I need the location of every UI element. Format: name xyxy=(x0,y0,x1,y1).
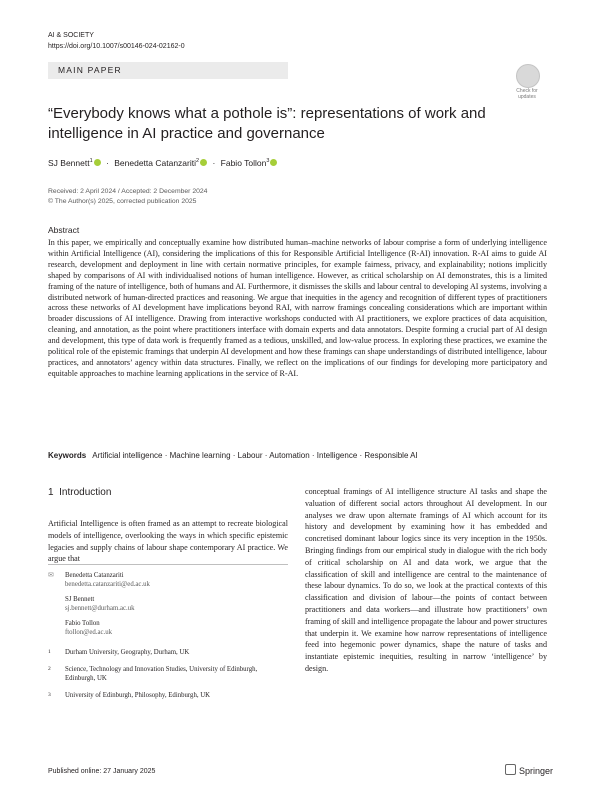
copyright-line: © The Author(s) 2025, corrected publication 2025 xyxy=(48,198,197,205)
orcid-icon[interactable] xyxy=(200,159,207,166)
affiliation-number: 3 xyxy=(48,692,51,698)
author-affiliation-sup: 1 xyxy=(89,158,93,164)
affiliation-text: Science, Technology and Innovation Studies, University of Edinburgh, Edinburgh, UK xyxy=(65,666,258,682)
author-name[interactable]: SJ Bennett xyxy=(48,158,90,168)
section-heading xyxy=(48,487,111,498)
orcid-icon[interactable] xyxy=(94,159,101,166)
abstract-text: In this paper, we empirically and conceptually examine how distributed human–machine networks of labour comprise a form of underlying intelligence within Artificial Intelligence (AI), considering the implications of this for Responsible Artificial Intelligence (R-AI) innovation. R-AI aims to guide AI research, development and deployment in line with certain normative principles, for example fairness, privacy, and explainability; notions implicitly shaped by comparisons of AI with individualised notions of human intelligence. However, as critical scholarship on AI demonstrates, this is a limited framing of the nature of intelligence, both of humans and AI. Furthermore, it dismisses the skills and labour central to developing AI systems, involving a distributed network of human-directed practices and reasoning. We argue that inequities in the agency and recognition of different types of practitioners across these networks of AI development have implications beyond RAI, with narrow framings concealing considerations which are important within broader discussions of AI intelligence. Drawing from interactive workshops conducted with AI practitioners, we explore practices of data acquisition, cleaning, and annotation, as the point where practitioners interface with domain experts and data annotators. Despite forming a crucial part of AI design and development, this type of data work is frequently framed as a tedious, unskilled, and low-value process. In exploring these practices, we examine the political role of the epistemic framings that underpin AI development and how these framings can shape understandings of distributed intelligence, labour practices, and annotators’ agency within data structures. Finally, we reflect on the implications of our findings for developing more participatory and equitable approaches to machine learning applications in the service of R-AI. xyxy=(48,238,547,378)
check-for-updates-badge[interactable] xyxy=(509,64,545,104)
springer-horse-icon xyxy=(505,764,516,775)
article-title: “Everybody knows what a pothole is”: representations of work and intelligence in AI practice and governance xyxy=(48,105,486,142)
author-affiliation-sup: 2 xyxy=(196,158,200,164)
check-updates-text: Check for updates xyxy=(516,88,538,100)
keywords-line xyxy=(48,450,547,461)
keywords-label: Keywords xyxy=(48,451,87,460)
received-accepted-dates: Received: 2 April 2024 / Accepted: 2 December 2024 xyxy=(48,188,208,195)
affiliation-number: 2 xyxy=(48,666,51,672)
publisher-logo[interactable] xyxy=(505,764,553,776)
affiliation-text: Durham University, Geography, Durham, UK xyxy=(65,649,190,656)
journal-name: AI & SOCIETY xyxy=(48,32,94,39)
contact-name: SJ Bennett xyxy=(65,596,95,603)
contact-name: Fabio Tollon xyxy=(65,620,100,627)
contact-email[interactable]: benedetta.catanzariti@ed.ac.uk xyxy=(65,581,150,588)
keywords-list: Artificial intelligence · Machine learning · Labour · Automation · Intelligence · Responsible AI xyxy=(92,451,418,460)
published-online-date: Published online: 27 January 2025 xyxy=(48,768,156,775)
author-separator: · xyxy=(106,158,109,168)
orcid-icon[interactable] xyxy=(270,159,277,166)
author-name[interactable]: Fabio Tollon xyxy=(220,158,267,168)
main-paper-label: MAIN PAPER xyxy=(58,65,122,75)
intro-paragraph-right: conceptual framings of AI intelligence structure AI tasks and shape the valuation of different social actors throughout AI development. In our analyses we draw upon alternate framings of AI which account for its history and development by examining how it has embedded and concretised dominant labour logics since its very inception in the 1950s. Bringing findings from our empirical study in dialogue with the rich body of critical scholarship on AI and data work, we argue that the classification of skill and intelligence are central to the maintenance of these labour dynamics. To do so, we look at the practical contexts of this classification and division of labour—the points of contact between practitioners and data workers—and illustrate how practitioners’ own framing of skill and intelligence propagate the labour and power structures that underpin it. We examine how narrow representations of intelligence feed into hegemonic power dynamics, shape the nature of tasks and instantiate epistemic inequities, resulting in narrow ‘intelligence’ by design. xyxy=(305,487,547,673)
publisher-name: Springer xyxy=(519,766,554,776)
footnote-divider xyxy=(48,564,288,565)
contact-name: Benedetta Catanzariti xyxy=(65,572,124,579)
contact-email[interactable]: ftollon@ed.ac.uk xyxy=(65,629,113,636)
contact-email[interactable]: sj.bennett@durham.ac.uk xyxy=(65,605,135,612)
section-number: 1 xyxy=(48,487,54,498)
abstract-heading: Abstract xyxy=(48,225,80,235)
affiliation-number: 1 xyxy=(48,649,51,655)
author-affiliation-sup: 3 xyxy=(266,158,270,164)
author-separator: · xyxy=(212,158,216,168)
section-title: Introduction xyxy=(59,487,112,498)
author-name[interactable]: Benedetta Catanzariti xyxy=(114,158,196,168)
intro-paragraph-left: Artificial Intelligence is often framed as an attempt to recreate biological models of intelligence, overlooking the ways in which specific epistemic legacies and supply chains of labour shape contemporary AI practice. We argue that xyxy=(48,519,288,564)
check-updates-icon xyxy=(516,64,540,88)
doi-link[interactable]: https://doi.org/10.1007/s00146-024-02162-0 xyxy=(48,43,185,50)
envelope-icon: ✉ xyxy=(48,571,54,579)
author-list xyxy=(48,155,277,169)
affiliation-text: University of Edinburgh, Philosophy, Edinburgh, UK xyxy=(65,692,211,699)
